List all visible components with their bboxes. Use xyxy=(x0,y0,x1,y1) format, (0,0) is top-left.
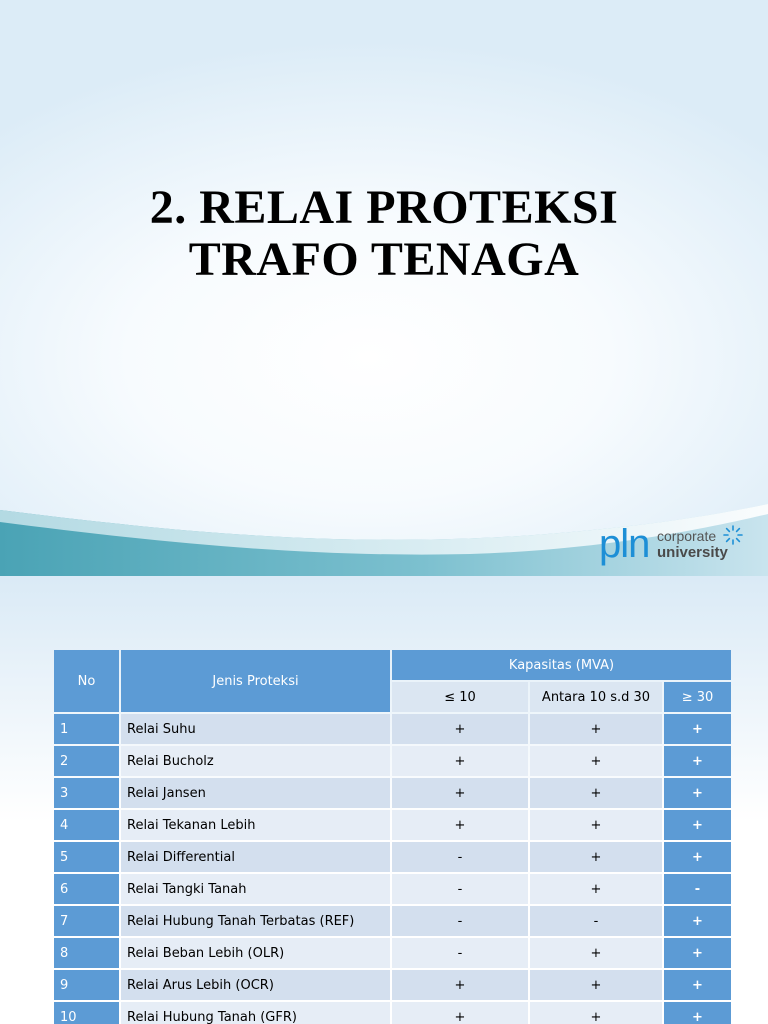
table-row xyxy=(54,842,731,872)
header-kapasitas: Kapasitas (MVA) xyxy=(392,650,731,680)
protection-table xyxy=(52,648,733,1024)
row-le-10: - xyxy=(392,906,528,936)
row-ge-30: + xyxy=(664,714,731,744)
header-jenis-proteksi: Jenis Proteksi xyxy=(121,650,390,712)
row-jenis: Relai Tangki Tanah xyxy=(121,874,390,904)
row-le-10: + xyxy=(392,1002,528,1024)
row-10-to-30: - xyxy=(530,906,662,936)
row-number: 8 xyxy=(54,938,119,968)
row-10-to-30: + xyxy=(530,1002,662,1024)
row-ge-30: + xyxy=(664,1002,731,1024)
row-10-to-30: + xyxy=(530,842,662,872)
row-10-to-30: + xyxy=(530,714,662,744)
table-row xyxy=(54,970,731,1000)
row-number: 5 xyxy=(54,842,119,872)
row-number: 9 xyxy=(54,970,119,1000)
row-ge-30: - xyxy=(664,874,731,904)
table-row xyxy=(54,714,731,744)
row-ge-30: + xyxy=(664,746,731,776)
row-ge-30: + xyxy=(664,810,731,840)
row-le-10: + xyxy=(392,810,528,840)
row-number: 7 xyxy=(54,906,119,936)
logo-brand: pln xyxy=(599,522,650,566)
logo-line-1: corporate xyxy=(657,528,717,544)
row-ge-30: + xyxy=(664,842,731,872)
row-le-10: + xyxy=(392,746,528,776)
slide-title xyxy=(0,182,768,286)
row-ge-30: + xyxy=(664,970,731,1000)
table-slide xyxy=(0,576,768,1024)
row-ge-30: + xyxy=(664,778,731,808)
row-10-to-30: + xyxy=(530,938,662,968)
row-number: 2 xyxy=(54,746,119,776)
row-jenis: Relai Differential xyxy=(121,842,390,872)
row-jenis: Relai Suhu xyxy=(121,714,390,744)
table-row xyxy=(54,906,731,936)
row-ge-30: + xyxy=(664,938,731,968)
row-le-10: - xyxy=(392,842,528,872)
logo-line-2: university xyxy=(657,544,728,561)
table-row xyxy=(54,938,731,968)
header-ge-30: ≥ 30 xyxy=(664,682,731,712)
table-row xyxy=(54,810,731,840)
row-jenis: Relai Hubung Tanah (GFR) xyxy=(121,1002,390,1024)
row-le-10: - xyxy=(392,874,528,904)
row-10-to-30: + xyxy=(530,970,662,1000)
row-jenis: Relai Bucholz xyxy=(121,746,390,776)
row-10-to-30: + xyxy=(530,746,662,776)
title-line-1: 2. RELAI PROTEKSI xyxy=(149,181,619,234)
row-jenis: Relai Arus Lebih (OCR) xyxy=(121,970,390,1000)
row-le-10: - xyxy=(392,938,528,968)
sunburst-icon xyxy=(723,525,743,545)
header-no: No xyxy=(54,650,119,712)
row-ge-30: + xyxy=(664,906,731,936)
row-jenis: Relai Beban Lebih (OLR) xyxy=(121,938,390,968)
row-le-10: + xyxy=(392,970,528,1000)
pln-corporate-university-logo xyxy=(599,522,749,568)
row-jenis: Relai Hubung Tanah Terbatas (REF) xyxy=(121,906,390,936)
row-jenis: Relai Tekanan Lebih xyxy=(121,810,390,840)
row-10-to-30: + xyxy=(530,778,662,808)
row-number: 10 xyxy=(54,1002,119,1024)
header-le-10: ≤ 10 xyxy=(392,682,528,712)
row-le-10: + xyxy=(392,714,528,744)
row-number: 3 xyxy=(54,778,119,808)
table-row xyxy=(54,746,731,776)
row-number: 1 xyxy=(54,714,119,744)
row-le-10: + xyxy=(392,778,528,808)
table-row xyxy=(54,778,731,808)
row-number: 6 xyxy=(54,874,119,904)
header-10-to-30: Antara 10 s.d 30 xyxy=(530,682,662,712)
title-line-2: TRAFO TENAGA xyxy=(188,233,580,286)
table-row xyxy=(54,1002,731,1024)
table-row xyxy=(54,874,731,904)
row-jenis: Relai Jansen xyxy=(121,778,390,808)
row-10-to-30: + xyxy=(530,810,662,840)
row-10-to-30: + xyxy=(530,874,662,904)
row-number: 4 xyxy=(54,810,119,840)
